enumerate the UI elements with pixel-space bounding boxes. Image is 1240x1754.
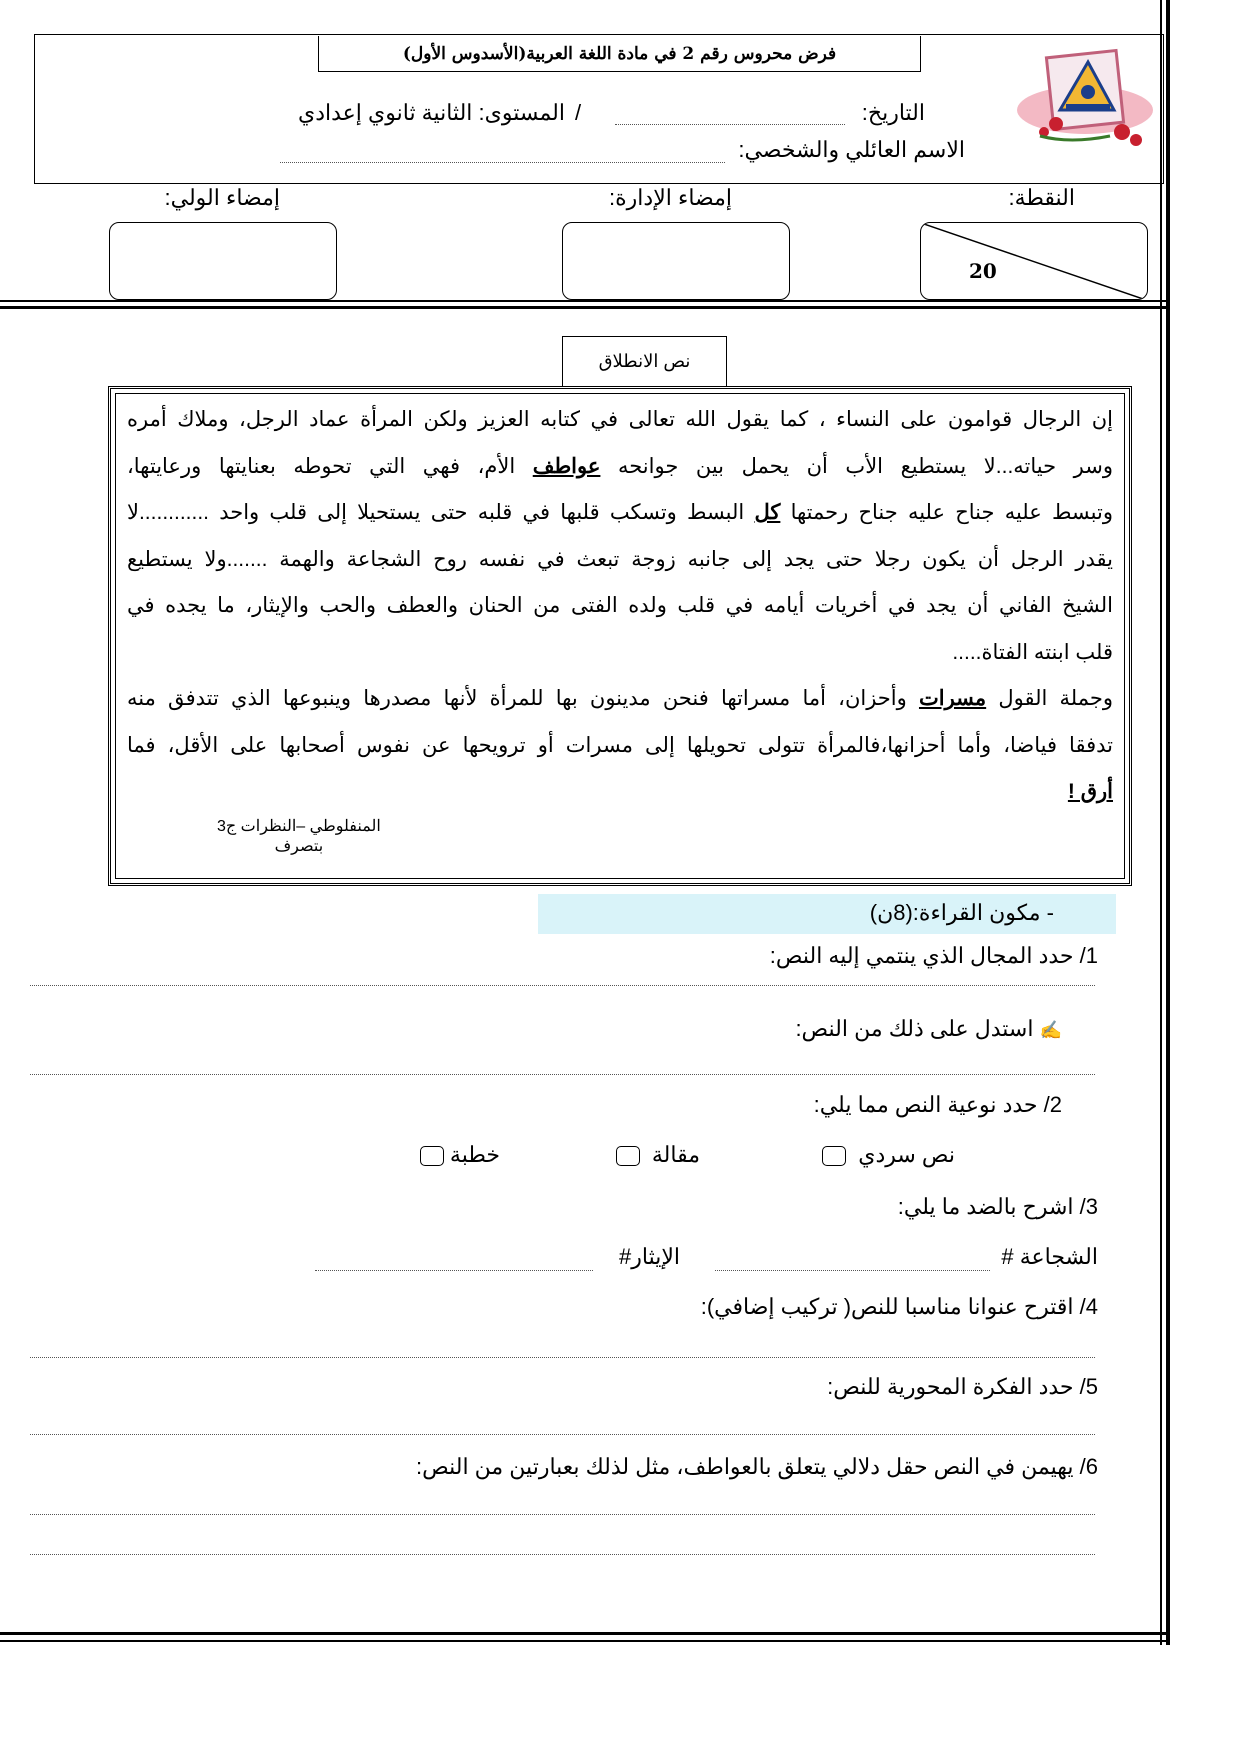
passage-source [217, 817, 381, 857]
date-label: التاريخ: [861, 100, 925, 125]
question-1: 1/ حدد المجال الذي ينتمي إليه النص: [769, 943, 1098, 968]
frame-divider-top-2 [0, 306, 1170, 309]
section-bar [538, 894, 1116, 934]
passage-line: تدفقا فياضا، وأما أحزانها،فالمرأة تتولى تحويلها إلى مسرات أو ترويحها عن نفوس أصحابها على الأقل، فما [127, 733, 1113, 757]
answer-line-6b[interactable] [30, 1554, 1095, 1555]
antonym-courage: الشجاعة # [1001, 1244, 1098, 1269]
option-speech-checkbox[interactable] [420, 1146, 444, 1166]
answer-line-6a[interactable] [30, 1514, 1095, 1515]
passage-line [127, 676, 1113, 722]
name-input-line[interactable] [280, 162, 725, 163]
passage-line [127, 490, 1113, 536]
name-label: الاسم العائلي والشخصي: [738, 137, 965, 162]
question-6: 6/ يهيمن في النص حقل دلالي يتعلق بالعواطف، مثل لذلك بعبارتين من النص: [416, 1454, 1098, 1479]
date-input-line[interactable] [615, 124, 845, 125]
school-logo [1010, 40, 1160, 150]
exam-title [318, 36, 921, 72]
passage-line: إن الرجال قوامون على النساء ، كما يقول الله تعالى في كتابه العزيز ولكن المرأة عماد الرجل، وملاك أمره [127, 408, 1113, 431]
keyword: عواطف [532, 454, 601, 478]
keyword: مسرات [918, 687, 987, 710]
option-speech-label: خطبة [449, 1142, 500, 1167]
grade-total: 20 [969, 259, 997, 283]
question-4: 4/ اقترح عنوانا مناسبا للنص( تركيب إضافي): [700, 1294, 1098, 1319]
answer-line-5[interactable] [30, 1434, 1095, 1435]
section-title: - مكون القراءة:(8ن) [869, 900, 1054, 925]
passage-heading-box [562, 336, 727, 386]
passage-segment: وأحزان، أما مسراتها فنحن مدينون بها للمرأة لأنها مصدرها وينبوعها الذي تتدفق منه [127, 687, 919, 710]
passage-line: قلب ابنته الفتاة..... [952, 640, 1113, 664]
frame-divider-top [0, 300, 1170, 302]
passage-line [127, 444, 1113, 490]
antonym-altruism: الإيثار# [619, 1244, 680, 1269]
grade-label: النقطة: [1008, 185, 1075, 210]
question-2: 2/ حدد نوعية النص مما يلي: [813, 1092, 1062, 1117]
frame-right-line [1166, 0, 1170, 1645]
admin-sign-box[interactable] [562, 222, 790, 300]
option-narrative-checkbox[interactable] [822, 1146, 846, 1166]
frame-bottom-line-2 [0, 1640, 1170, 1642]
question-3: 3/ اشرح بالضد ما يلي: [897, 1194, 1098, 1219]
option-speech[interactable] [420, 1142, 500, 1168]
frame-bottom-line [0, 1632, 1170, 1635]
passage-frame [108, 386, 1132, 886]
date-separator: / [575, 100, 582, 125]
passage-line: أرق ! [1067, 780, 1113, 803]
question-5: 5/ حدد الفكرة المحورية للنص: [827, 1374, 1098, 1399]
admin-sign-label: إمضاء الإدارة: [609, 185, 732, 210]
question-1b-text: استدل على ذلك من النص: [795, 1016, 1034, 1041]
passage-segment: وسر حياته...لا يستطيع الأب أن يحمل بين جوانحه [600, 454, 1113, 478]
answer-line-1[interactable] [30, 985, 1095, 986]
answer-line-1b[interactable] [30, 1074, 1095, 1075]
option-article-checkbox[interactable] [616, 1146, 640, 1166]
writing-hand-icon: ✍ [1039, 1020, 1062, 1040]
passage-segment: وتبسط عليه جناح عليه جناح رحمتها [780, 501, 1113, 524]
question-1b [795, 1016, 1062, 1042]
source-note: بتصرف [274, 838, 324, 855]
passage-segment: وجملة القول [986, 687, 1114, 710]
passage-segment: البسط وتسكب قلبها في قلبه حتى يستحيلا إلى قلب واحد ............لا [127, 501, 755, 524]
option-article[interactable] [610, 1142, 700, 1168]
grade-diagonal [921, 223, 1148, 300]
option-narrative-label: نص سردي [858, 1142, 955, 1167]
passage-segment: الأم، فهي التي تحوطه بعنايتها ورعايتها، [127, 454, 533, 478]
answer-line-4[interactable] [30, 1357, 1095, 1358]
date-field [862, 100, 925, 126]
guardian-sign-label: إمضاء الولي: [164, 185, 280, 210]
option-narrative[interactable] [816, 1142, 955, 1168]
answer-antonym-courage[interactable] [715, 1270, 990, 1271]
answer-antonym-altruism[interactable] [315, 1270, 593, 1271]
passage-heading: نص الانطلاق [598, 351, 691, 371]
keyword: كل [754, 501, 781, 524]
frame-right-line-inner [1160, 0, 1162, 1645]
guardian-sign-box[interactable] [109, 222, 337, 300]
passage-line: الشيخ الفاني أن يجد في أخريات أيامه في قلب ولده الفتى من الحنان والعطف والحب والإيثار، ما يجده في [127, 594, 1113, 617]
exam-title-text: فرض محروس رقم 2 في مادة اللغة العربية(الأسدوس الأول) [402, 43, 837, 64]
level-label: المستوى: الثانية ثانوي إعدادي [298, 100, 565, 125]
logo-icon [1010, 40, 1160, 150]
source-text: المنفلوطي –النظرات ج3 [217, 818, 381, 835]
grade-box[interactable] [920, 222, 1148, 300]
passage-line: يقدر الرجل أن يكون رجلا حتى يجد إلى جانبه زوجة تبعث في نفسه روح الشجاعة والهمة .......ولا يستطيع [127, 547, 1113, 571]
option-article-label: مقالة [651, 1142, 700, 1167]
